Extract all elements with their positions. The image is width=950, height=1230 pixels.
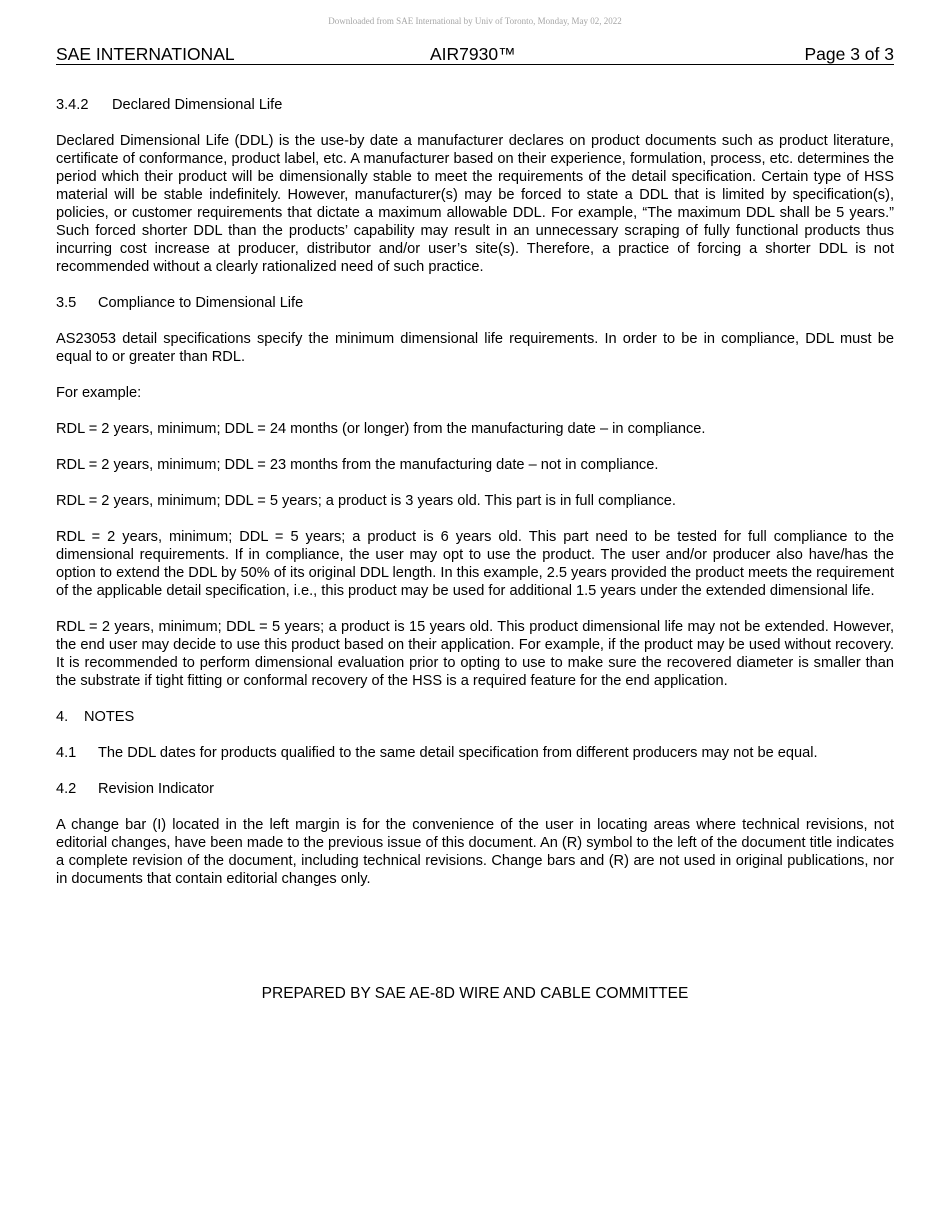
example-item: RDL = 2 years, minimum; DDL = 5 years; a product is 3 years old. This part is in full compliance. <box>56 493 676 509</box>
download-watermark: Downloaded from SAE International by Univ of Toronto, Monday, May 02, 2022 <box>328 16 622 26</box>
page-header <box>56 44 894 65</box>
paragraph-ddl: Declared Dimensional Life (DDL) is the use-by date a manufacturer declares on product documents such as product literature, certificate of conformance, product label, etc. A manufacturer based on their experience, formulation, process, etc. determines the period which their product will be dimensionally stable to meet the requirements of the detail specification. Certain type of HSS material will be stable indefinitely. However, manufacturer(s) may be forced to state a DDL that is limited by specification(s), policies, or customer requirements that dictate a maximum allowable DDL. For example, “The maximum DDL shall be 5 years.” Such forced shorter DDL than the products’ capability may result in an unnecessary scraping of fully functional products thus incurring cost increase at producer, distributor and/or user’s site(s). Therefore, a practice of forcing a shorter DDL is not recommended without a clearly rationalized need of such practice. <box>56 133 894 275</box>
section-number: 3.4.2 <box>56 97 89 113</box>
example-item: RDL = 2 years, minimum; DDL = 24 months (or longer) from the manufacturing date – in compliance. <box>56 421 706 437</box>
example-item: RDL = 2 years, minimum; DDL = 23 months from the manufacturing date – not in compliance. <box>56 457 659 473</box>
section-heading-4 <box>56 708 894 726</box>
header-doc-id: AIR7930™ <box>430 44 516 64</box>
section-number: 4. <box>56 709 69 725</box>
document-body <box>56 96 894 906</box>
paragraph-compliance: AS23053 detail specifications specify the minimum dimensional life requirements. In order to be in compliance, DDL must be equal to or greater than RDL. <box>56 331 894 365</box>
section-text: The DDL dates for products qualified to the same detail specification from different producers may not be equal. <box>98 745 818 761</box>
section-number: 3.5 <box>56 295 77 311</box>
section-title: Declared Dimensional Life <box>112 97 283 113</box>
section-heading-3-4-2 <box>56 96 894 114</box>
section-heading-4-1 <box>56 744 894 762</box>
section-heading-3-5 <box>56 294 894 312</box>
for-example-label: For example: <box>56 385 142 401</box>
section-heading-4-2 <box>56 780 894 798</box>
header-org: SAE INTERNATIONAL <box>56 44 235 64</box>
example-item: RDL = 2 years, minimum; DDL = 5 years; a product is 6 years old. This part need to be tested for full compliance to the dimensional requirements. If in compliance, the user may opt to use the product. The user and/or producer also have/has the option to extend the DDL by 50% of its original DDL length. In this example, 2.5 years provided the product meets the requirement of the applicable detail specification, i.e., this product may be used for additional 1.5 years under the extended dimensional life. <box>56 529 894 599</box>
header-page-number: Page 3 of 3 <box>804 44 894 64</box>
section-title: Revision Indicator <box>98 781 214 797</box>
prepared-by-footer: PREPARED BY SAE AE-8D WIRE AND CABLE COMMITTEE <box>261 985 689 1002</box>
paragraph-revision-indicator: A change bar (I) located in the left margin is for the convenience of the user in locating areas where technical revisions, not editorial changes, have been made to the previous issue of this document. An (R) symbol to the left of the document title indicates a complete revision of the document, including technical revisions. Change bars and (R) are not used in original publications, nor in documents that contain editorial changes only. <box>56 817 894 887</box>
section-number: 4.1 <box>56 745 77 761</box>
section-title: NOTES <box>84 709 135 725</box>
section-title: Compliance to Dimensional Life <box>98 295 304 311</box>
example-item: RDL = 2 years, minimum; DDL = 5 years; a product is 15 years old. This product dimensional life may not be extended. However, the end user may decide to use this product based on their application. For example, if the product may be used without recovery. It is recommended to perform dimensional evaluation prior to opting to use to make sure the recovered diameter is smaller than the substrate if tight fitting or conformal recovery of the HSS is a required feature for the end application. <box>56 619 894 689</box>
section-number: 4.2 <box>56 781 77 797</box>
